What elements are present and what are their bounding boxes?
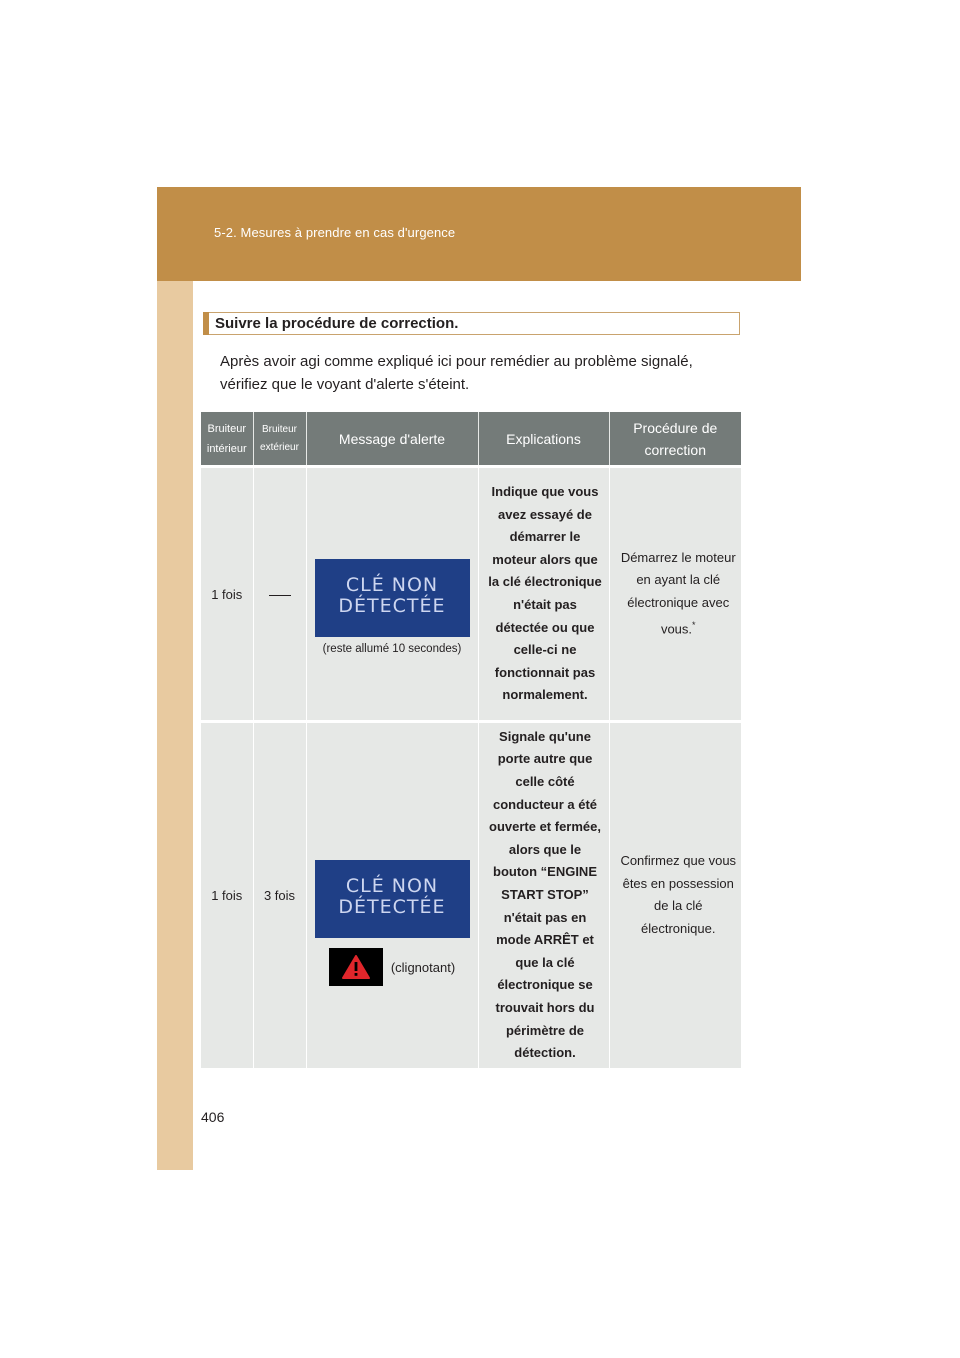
exterior-count: 3 fois bbox=[253, 722, 306, 1068]
warning-triangle-icon bbox=[329, 948, 383, 986]
header-exterior-buzzer: Bruiteur extérieur bbox=[253, 412, 306, 467]
header-interior-buzzer: Bruiteur intérieur bbox=[201, 412, 253, 467]
warning-display: CLÉ NON DÉTECTÉE bbox=[315, 860, 470, 938]
table-row bbox=[201, 722, 741, 1068]
exterior-dash bbox=[253, 467, 306, 722]
interior-count: 1 fois bbox=[201, 722, 253, 1068]
header-message: Message d'alerte bbox=[306, 412, 478, 467]
chapter-header bbox=[157, 187, 801, 281]
procedure-text: Confirmez que vous êtes en possession de la clé électronique. bbox=[609, 722, 741, 1068]
section-heading bbox=[203, 312, 740, 335]
message-caption: (clignotant) bbox=[390, 959, 456, 975]
procedure-text: Démarrez le moteur en ayant la clé électronique avec vous.* bbox=[609, 467, 741, 722]
message-caption: (reste allumé 10 secondes) bbox=[322, 643, 462, 655]
page-number: 406 bbox=[201, 1109, 225, 1125]
chapter-title: 5-2. Mesures à prendre en cas d'urgence bbox=[214, 225, 456, 240]
header-explanations: Explications bbox=[478, 412, 609, 467]
message-cell bbox=[306, 722, 478, 1068]
explanation-text: Indique que vous avez essayé de démarrer le moteur alors que la clé électronique n'était pas détectée ou que celle-ci ne fonctionnait pas normalement. bbox=[478, 467, 609, 722]
header-procedure: Procédure de correction bbox=[609, 412, 741, 467]
heading-marker bbox=[203, 312, 209, 335]
table-row bbox=[201, 467, 741, 722]
footnote-mark: * bbox=[692, 620, 696, 631]
intro-paragraph: Après avoir agi comme expliqué ici pour remédier au problème signalé, vérifiez que le voyant d'alerte s'éteint. bbox=[220, 353, 693, 393]
warning-display: CLÉ NON DÉTECTÉE bbox=[315, 559, 470, 637]
message-cell bbox=[306, 467, 478, 722]
explanation-text: Signale qu'une porte autre que celle côté conducteur a été ouverte et fermée, alors que le bouton “ENGINE START STOP” n'était pas en mode ARRÊT et que la clé électronique se trouvait hors du périmètre de détection. bbox=[478, 722, 609, 1068]
side-strip bbox=[157, 281, 193, 1170]
alert-table bbox=[201, 412, 741, 1068]
dash-mark bbox=[269, 595, 291, 596]
heading-title: Suivre la procédure de correction. bbox=[215, 315, 459, 332]
table-header-row bbox=[201, 412, 741, 467]
interior-count: 1 fois bbox=[201, 467, 253, 722]
